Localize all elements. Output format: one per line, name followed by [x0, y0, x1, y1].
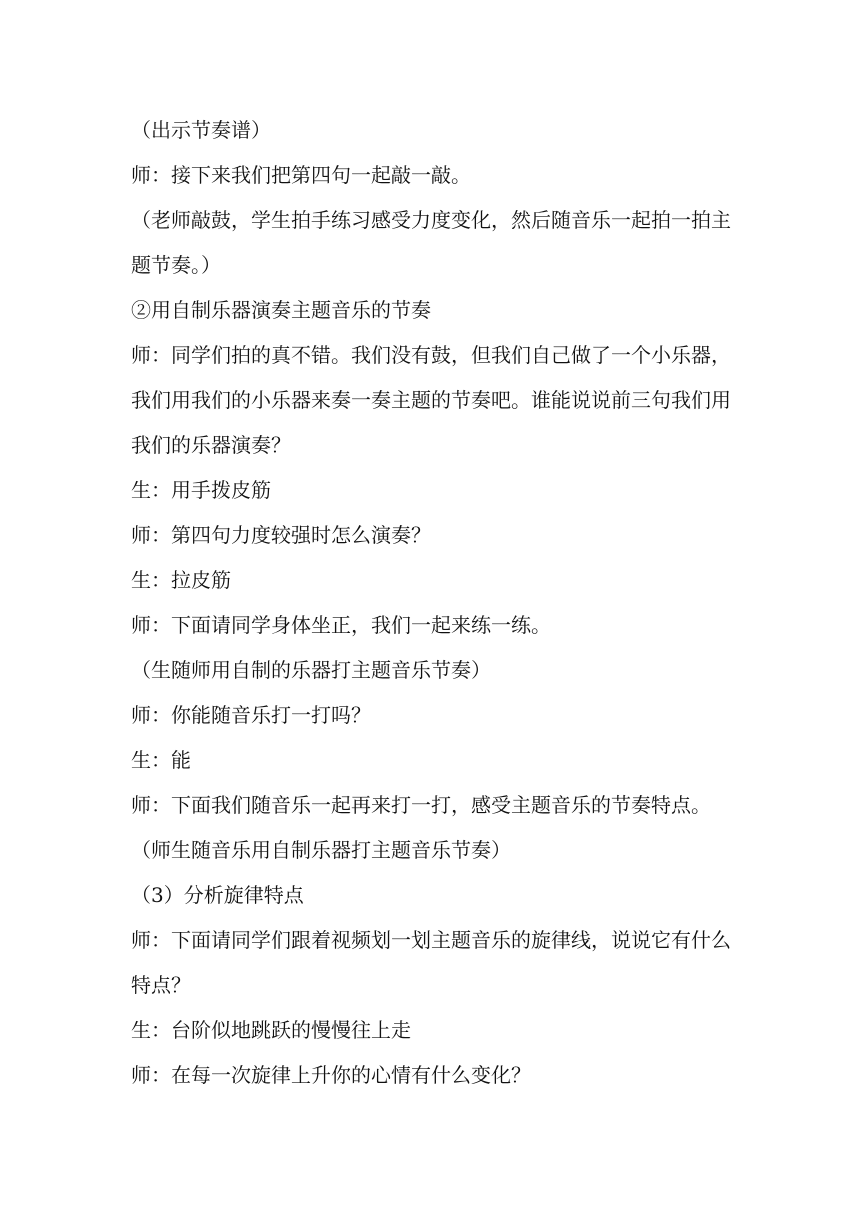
paragraph-teacher-fourth-line: 师：接下来我们把第四句一起敲一敲。: [131, 163, 471, 187]
section-heading-melody: （3）分析旋律特点: [131, 883, 304, 907]
paragraph-student-yes: 生：能: [131, 748, 191, 772]
paragraph-student-pull: 生：拉皮筋: [131, 568, 231, 592]
paragraph-teacher-practice: 师：下面请同学身体坐正，我们一起来练一练。: [131, 613, 551, 637]
document-body: [131, 108, 731, 1098]
paragraph-teacher-feel-rhythm: 师：下面我们随音乐一起再来打一打，感受主题音乐的节奏特点。: [131, 793, 711, 817]
paragraph-students-play: （生随师用自制的乐器打主题音乐节奏）: [131, 658, 491, 682]
paragraph-teacher-feeling: 师：在每一次旋律上升你的心情有什么变化？: [131, 1063, 531, 1087]
paragraph-teacher-melody-line: 师：下面请同学们跟着视频划一划主题音乐的旋律线，说说它有什么特点？: [131, 928, 731, 997]
paragraph-student-steps: 生：台阶似地跳跃的慢慢往上走: [131, 1018, 411, 1042]
paragraph-student-pluck: 生：用手拨皮筋: [131, 478, 271, 502]
paragraph-class-play: （师生随音乐用自制乐器打主题音乐节奏）: [131, 838, 511, 862]
paragraph-drum-practice: （老师敲鼓，学生拍手练习感受力度变化，然后随音乐一起拍一拍主题节奏。）: [131, 208, 731, 277]
paragraph-teacher-with-music: 师：你能随音乐打一打吗？: [131, 703, 371, 727]
section-heading-homemade-instrument: ②用自制乐器演奏主题音乐的节奏: [131, 298, 431, 322]
paragraph-teacher-fourth-strong: 师：第四句力度较强时怎么演奏？: [131, 523, 431, 547]
paragraph-teacher-instrument-intro: 师：同学们拍的真不错。我们没有鼓，但我们自己做了一个小乐器，我们用我们的小乐器来奏一奏主题的节奏吧。谁能说说前三句我们用我们的乐器演奏？: [131, 343, 731, 457]
paragraph-show-rhythm: （出示节奏谱）: [131, 118, 271, 142]
